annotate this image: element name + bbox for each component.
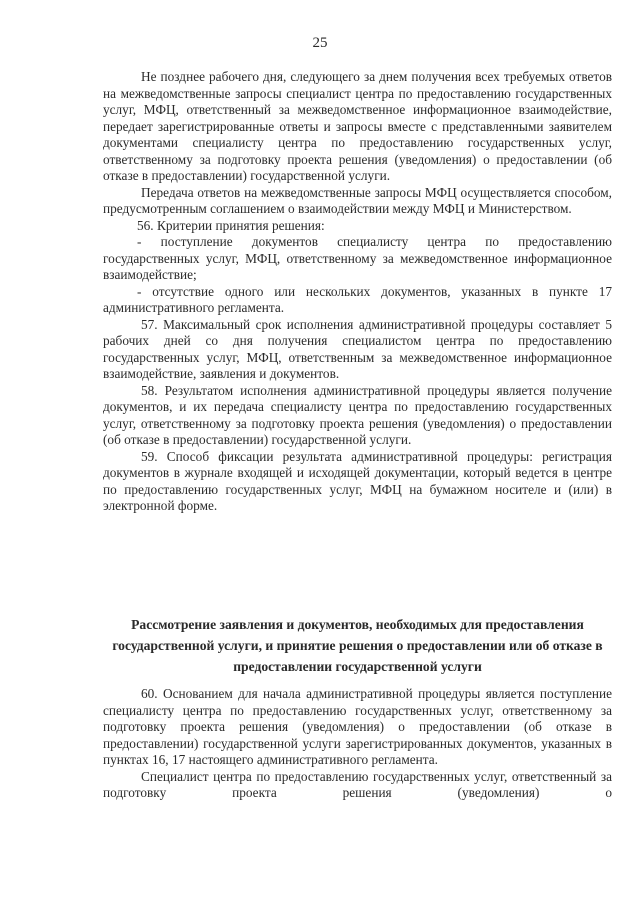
paragraph-57: 57. Максимальный срок исполнения административной процедуры составляет 5 рабочих дней со дня получения специалистом центра по предоставлению государственных услуг, МФЦ, ответственным за межведомственное информационное взаимодействие, заявления и документов. bbox=[103, 316, 612, 381]
paragraph-mfc-transfer: Передача ответов на межведомственные запросы МФЦ осуществляется способом, предусмотренным соглашением о взаимодействии между МФЦ и Министерством. bbox=[103, 184, 612, 216]
paragraph-56-criteria: 56. Критерии принятия решения: bbox=[137, 217, 325, 233]
paragraph-59: 59. Способ фиксации результата административной процедуры: регистрация документов в журнале входящей и исходящей документации, который ведется в центре по предоставлению государственных услуг, МФЦ на бумажном носителе и (или) в электронной форме. bbox=[103, 448, 612, 513]
paragraph-55-continuation: Не позднее рабочего дня, следующего за днем получения всех требуемых ответов на межведомственные запросы специалист центра по предоставлению государственных услуг, МФЦ, ответственный за межведомственное информационное взаимодействие, передает зарегистрированные ответы и запросы вместе с представленными заявителем документами специалисту центра по предоставлению государственных услуг, ответственному за подготовку проекта решения (уведомления) о предоставлении (об отказе в предоставлении) государственной услуги. bbox=[103, 69, 612, 183]
paragraph-specialist-cutoff: Специалист центра по предоставлению государственных услуг, ответственный за подготовку проекта решения (уведомления) о bbox=[103, 768, 612, 800]
paragraph-58: 58. Результатом исполнения административной процедуры является получение документов, и их передача специалисту центра по предоставлению государственных услуг, ответственному за подготовку проекта решения (уведомления) о предоставлении (об отказе в предоставлении) государственной услуги. bbox=[103, 382, 612, 447]
page-number: 25 bbox=[312, 35, 328, 51]
paragraph-56-criterion-2: - отсутствие одного или нескольких документов, указанных в пункте 17 административного регламента. bbox=[103, 283, 612, 315]
body-text-lower bbox=[103, 686, 612, 802]
paragraph-56-criterion-1: - поступление документов специалисту центра по предоставлению государственных услуг, МФЦ, ответственному за межведомственное информационное взаимодействие; bbox=[103, 234, 612, 282]
section-heading: Рассмотрение заявления и документов, необходимых для предоставления государственной услуги, и принятие решения о предоставлении или об отказе в предоставлении государственной услуги bbox=[112, 617, 603, 674]
body-text-upper bbox=[103, 69, 612, 515]
paragraph-60: 60. Основанием для начала административной процедуры является поступление специалисту центра по предоставлению государственных услуг, ответственному за подготовку проекта решения (уведомления) о предоставлении (об отказе в предоставлении) государственной услуги зарегистрированных документов, указанных в пунктах 16, 17 настоящего административного регламента. bbox=[103, 686, 612, 767]
